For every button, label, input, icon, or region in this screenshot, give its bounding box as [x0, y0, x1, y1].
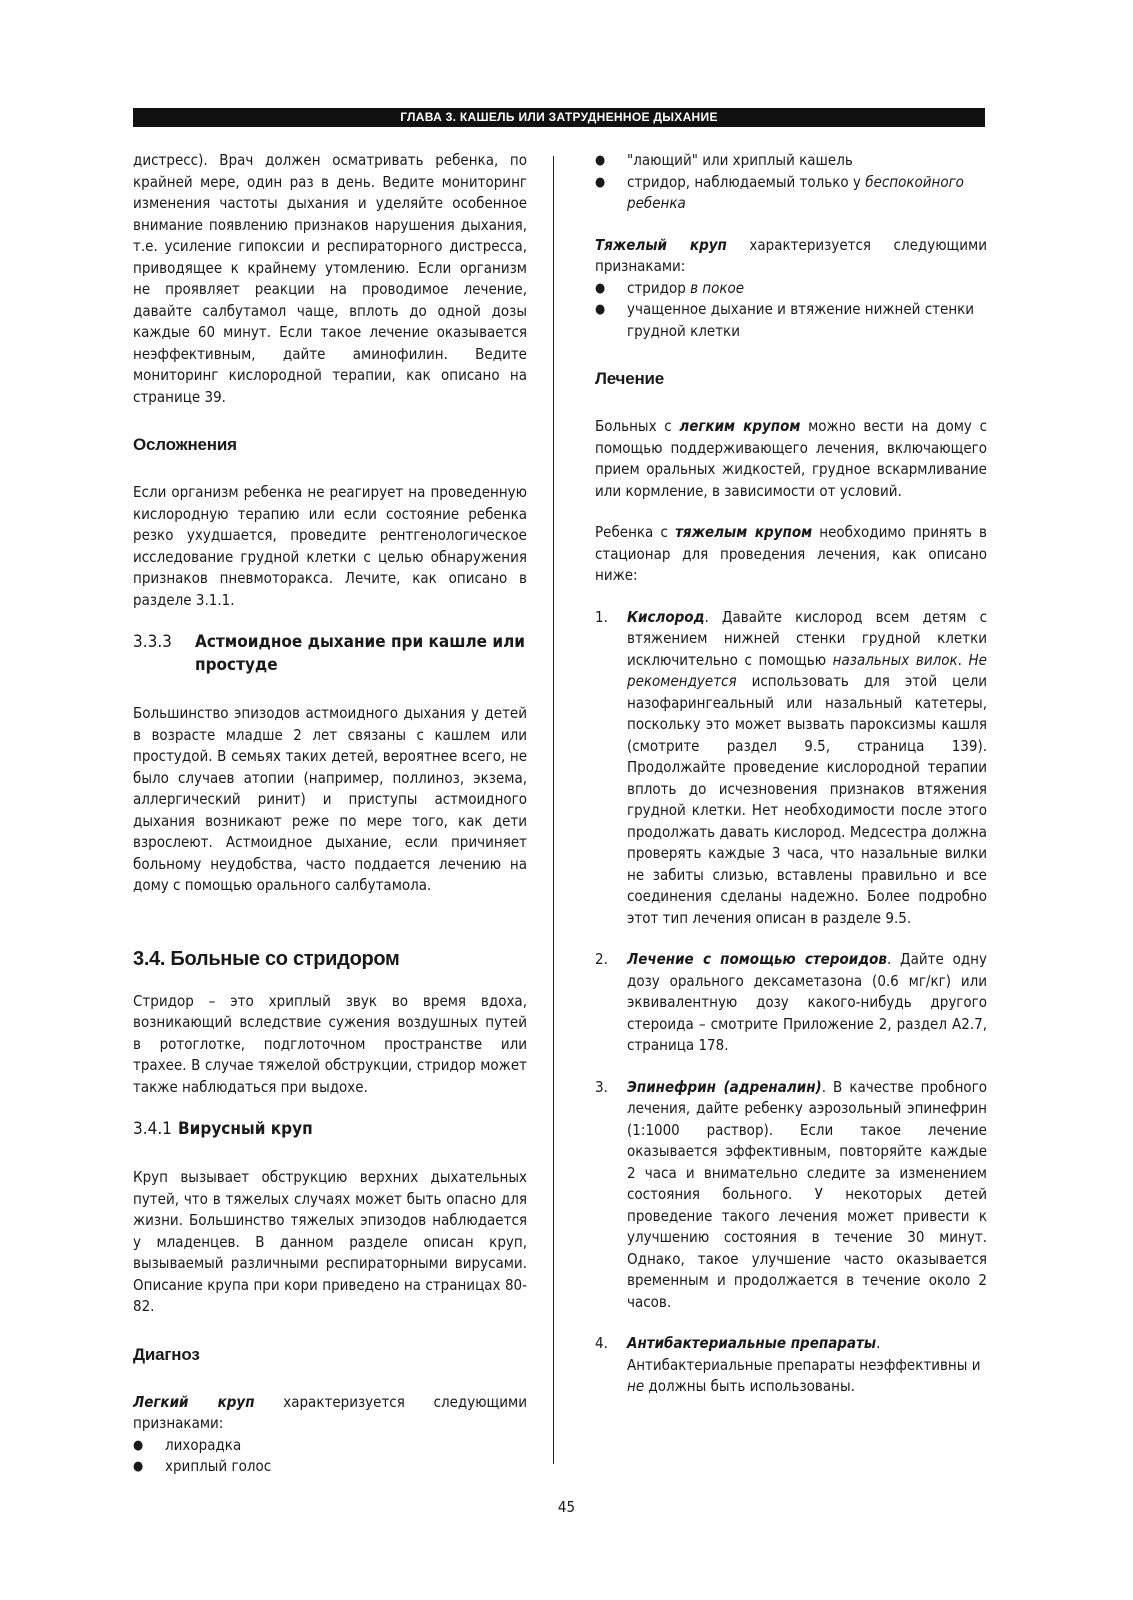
emphasis: в покое	[690, 278, 745, 297]
heading-3-4: 3.4. Больные со стридором	[133, 947, 400, 970]
bullet-icon: ●	[133, 1437, 144, 1453]
term-mild-croup: Легкий круп	[133, 1392, 255, 1411]
bullet-icon: ●	[595, 174, 606, 190]
list-item-text: учащенное дыхание и втяжение нижней стенки грудной клетки	[627, 300, 975, 340]
list-item-text	[627, 1333, 987, 1398]
list-item	[133, 1456, 527, 1478]
list-item	[133, 1435, 527, 1457]
heading-title: Астмоидное дыхание при кашле или простуде	[195, 632, 525, 675]
bullet-icon: ●	[595, 153, 606, 168]
list-item	[595, 172, 987, 215]
paragraph: Большинство эпизодов астмоидного дыхания у детей в возрасте младше 2 лет связаны с кашлем или простудой. В семьях таких детей, вероятнее всего, не было случаев атопии (например, поллиноз, экзема, аллергический ринит) и приступы астмоидного дыхания возникают реже по мере того, как дети взрослеют. Астмоидное дыхание, если причиняет больному неудобства, часто поддается лечению на дому с помощью орального салбутамола.	[133, 704, 527, 894]
right-column	[595, 150, 987, 1398]
term-severe-croup: Тяжелый круп	[595, 235, 727, 254]
text: .	[957, 650, 969, 669]
list-item-text	[627, 278, 744, 300]
text: . В качестве пробного лечения, дайте ребенку аэрозольный эпинефрин (1:1000 раствор). Если такое лечение оказывается эффективным, повторяйте каждые 2 часа и внимательно следите за изменением состояния больного. У некоторых детей проведение такого лечения может привести к улучшению состояния в течение 30 минут. Однако, такое улучшение часто оказывается временным и продолжается в течение около 2 часов.	[627, 1077, 988, 1311]
bullet-icon: ●	[133, 1459, 144, 1474]
term: Лечение с помощью стероидов	[627, 950, 887, 968]
text: должны быть использованы.	[644, 1377, 855, 1395]
list-item-text	[627, 172, 987, 215]
paragraph: Если организм ребенка не реагирует на проведенную кислородную терапию или если состояние ребенка резко ухудшается, проведите рентгенологическое исследование грудной клетки с целью обнаружения признаков пневмоторакса. Лечите, как описано в разделе 3.1.1.	[133, 483, 527, 609]
treatment-list	[595, 607, 987, 1398]
list-item	[595, 299, 987, 342]
emphasis: назальных вилок	[832, 650, 958, 669]
heading-number: 3.4.1	[133, 1119, 172, 1139]
term-mild-croup: легким крупом	[679, 417, 801, 435]
text: . Антибактериальные препараты неэффективны и	[627, 1334, 981, 1374]
term-severe-croup: тяжелым крупом	[675, 523, 813, 541]
text: можно вести на дому с помощью поддерживающего лечения, включающего прием оральных жидкостей, грудное вскармливание или кормление, в зависимости от условий.	[595, 417, 987, 500]
text: характеризуется следующими признаками:	[133, 1392, 527, 1432]
chapter-header: ГЛАВА 3. КАШЕЛЬ ИЛИ ЗАТРУДНЕННОЕ ДЫХАНИЕ	[133, 108, 985, 127]
text: использовать для этой цели назофарингеальный или назальный катетеры, поскольку это может вызвать пароксизмы кашля (смотрите раздел 9.5, страница 139). Продолжайте проведение кислородной терапии вплоть до исчезновения признаков втяжения грудной клетки. Нет необходимости после этого продолжать давать кислород. Медсестра должна проверять каждые 3 часа, что назальные вилки не забиты слизью, вставлены правильно и все соединения сделаны надежно. Более подробно этот тип лечения описан в разделе 9.5.	[627, 672, 987, 927]
paragraph: дистресс). Врач должен осматривать ребенка, по крайней мере, один раз в день. Ведите мониторинг изменения частоты дыхания и уделяйте особенное внимание появлению признаков нарушения дыхания, т.е. усиление гипоксии и респираторного дистресса, приводящее к крайнему утомлению. Если организм не проявляет реакции на проводимое лечение, давайте салбутамол чаще, вплоть до одной дозы каждые 60 минут. Если такое лечение оказывается неэффективным, дайте аминофилин. Ведите мониторинг кислородной терапии, как описано на странице 39.	[133, 151, 527, 406]
list-item-text	[627, 949, 987, 1057]
heading-title: Вирусный круп	[178, 1119, 313, 1139]
text: характеризуется следующими признаками:	[595, 235, 987, 275]
text: стридор	[627, 278, 691, 297]
left-column	[133, 150, 527, 1478]
list-item-text: хриплый голос	[165, 1457, 272, 1475]
list-item	[595, 1077, 987, 1314]
paragraph	[133, 1392, 527, 1435]
list-item-text	[627, 1077, 987, 1314]
text: необходимо принять в стационар для проведения лечения, как описано ниже:	[595, 523, 987, 584]
list-number: 2.	[595, 950, 608, 968]
term: Антибактериальные препараты	[627, 1334, 877, 1352]
heading-3-3-3	[133, 631, 527, 677]
heading-3-4-1	[133, 1118, 527, 1141]
list-item-text	[627, 607, 987, 930]
text: . Давайте кислород всем детям с втяжением нижней стенки грудной клетки исключительно с помощью	[627, 607, 987, 669]
emphasis: не	[627, 1377, 645, 1395]
list-item	[595, 1333, 987, 1398]
list-item-text: лихорадка	[165, 1435, 242, 1454]
column-divider	[553, 156, 554, 1464]
paragraph	[595, 416, 987, 502]
text: . Дайте одну дозу орального дексаметазона (0.6 мг/кг) или эквивалентную дозу какого-нибудь другого стероида – смотрите Приложение 2, раздел А2.7, страница 178.	[627, 950, 987, 1054]
bullet-icon: ●	[595, 302, 606, 317]
text: Больных с	[595, 417, 680, 435]
list-number: 3.	[595, 1077, 608, 1096]
list-item	[595, 150, 987, 172]
text: Ребенка с	[595, 523, 676, 541]
term: Кислород	[627, 607, 705, 626]
paragraph: Стридор – это хриплый звук во время вдоха, возникающий вследствие сужения воздушных путей в ротоглотке, подглоточном пространстве или трахее. В случае тяжелой обструкции, стридор может также наблюдаться при выдохе.	[133, 991, 527, 1096]
list-item	[595, 278, 987, 300]
list-item	[595, 949, 987, 1057]
paragraph	[595, 235, 987, 278]
list-number: 1.	[595, 607, 608, 626]
term: Эпинефрин (адреналин)	[627, 1077, 822, 1096]
heading-number: 3.3.3	[133, 632, 172, 652]
emphasis: беспокойного ребенка	[627, 172, 964, 212]
paragraph: Круп вызывает обструкцию верхних дыхательных путей, что в тяжелых случаях может быть опасно для жизни. Большинство тяжелых эпизодов наблюдается у младенцев. В данном разделе описан круп, вызываемый различными респираторными вирусами. Описание крупа при кори приведено на страницах 80-82.	[133, 1168, 527, 1315]
page-number: 45	[557, 1498, 576, 1516]
text: стридор, наблюдаемый только у	[627, 172, 866, 191]
list-item	[595, 607, 987, 930]
heading-treatment: Лечение	[595, 369, 665, 388]
heading-complications: Осложнения	[133, 435, 237, 454]
paragraph	[595, 522, 987, 587]
bullet-icon: ●	[595, 280, 606, 296]
heading-diagnosis: Диагноз	[133, 1344, 200, 1364]
list-number: 4.	[595, 1334, 608, 1352]
emphasis: Не рекомендуется	[627, 650, 987, 690]
list-item-text: "лающий" или хриплый кашель	[627, 151, 853, 169]
